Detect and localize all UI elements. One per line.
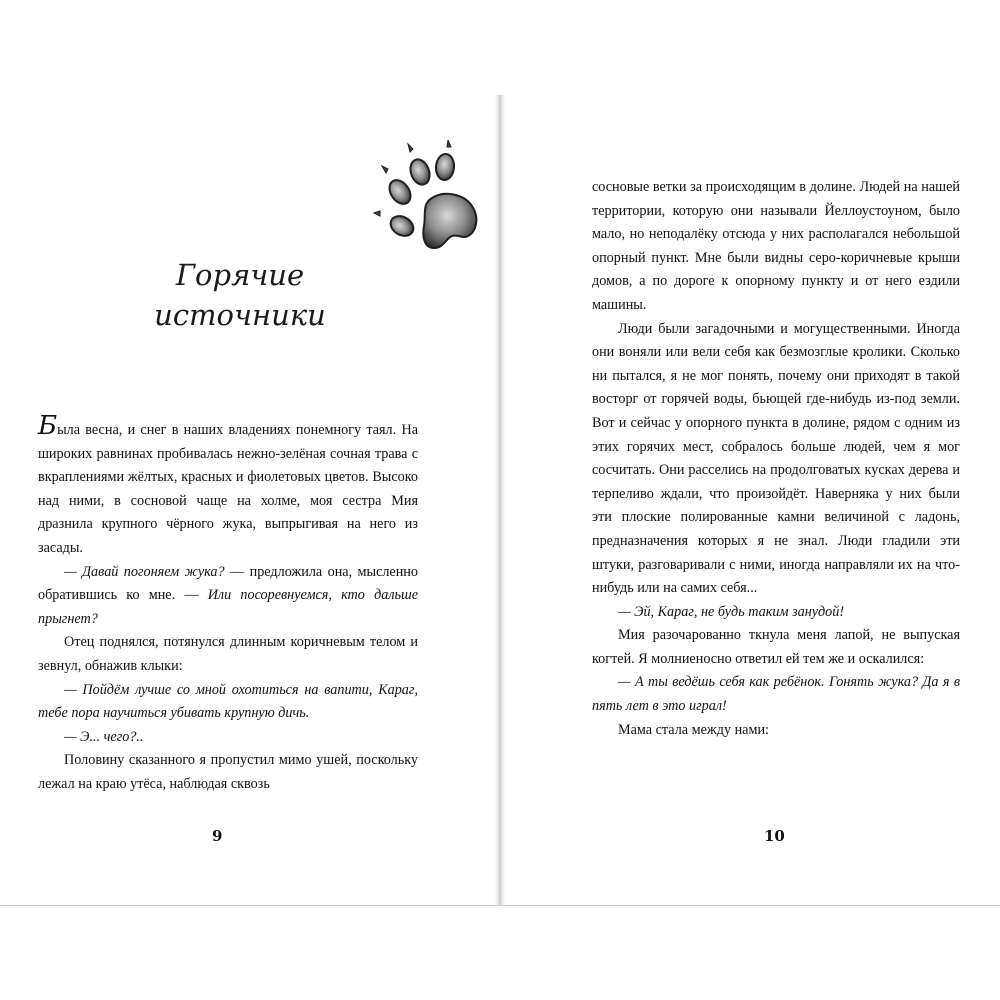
paragraph-text: Отец поднялся, потянулся длинным коричневым телом и зевнул, обнажив клыки:: [38, 634, 418, 674]
paragraph: [38, 679, 418, 726]
drop-cap: Б: [38, 411, 58, 441]
dialogue-text: — Э... чего?..: [64, 728, 144, 745]
page-bottom-edge: [0, 905, 1000, 906]
paragraph-text: Половину сказанного я пропустил мимо ушей, поскольку лежал на краю утёса, наблюдая сквозь: [38, 752, 418, 792]
paragraph: [592, 601, 960, 625]
paragraph: [38, 561, 418, 632]
paragraph-text: сосновые ветки за происходящим в долине. Людей на нашей территории, которую они называли Йеллоустоуном, было мало, но неподалёку отсюда у них располагался небольшой опорный пункт. Мне были видны серо-коричневые крыши домов, а по дороге к опорному пункту и от него ездили машины.: [592, 179, 960, 313]
paragraph: [38, 749, 418, 796]
paragraph: [592, 318, 960, 601]
page-number-left: 9: [212, 827, 223, 845]
paw-print-icon: [372, 140, 492, 260]
dialogue-text: — Эй, Караг, не будь таким занудой!: [618, 603, 845, 620]
chapter-title-line-1: Горячие: [175, 258, 305, 292]
paragraph: [38, 631, 418, 678]
paragraph-text: — предложила она, мысленно обратившись ко мне. —: [38, 563, 418, 604]
dialogue-text: — Пойдём лучше со мной охотиться на вапити, Караг, тебе пора научиться убивать крупную дичь.: [38, 681, 418, 722]
paragraph-text: ыла весна, и снег в наших владениях понемногу таял. На широких равнинах пробивалась нежно-зелёная сочная трава с вкраплениями жёлтых, красных и фиолетовых цветов. Высоко над ними, в сосновой чаще на холме, моя сестра Мия дразнила крупного чёрного жука, выпрыгивая на него из засады.: [38, 422, 418, 556]
left-page-text: [38, 411, 418, 797]
paragraph: [38, 411, 418, 561]
paragraph: [38, 726, 418, 750]
paragraph: [592, 624, 960, 671]
dialogue-text: Или посоревнуемся, кто дальше прыгнет?: [38, 587, 418, 627]
paragraph-text: Мия разочарованно ткнула меня лапой, не выпуская когтей. Я молниеносно ответил ей тем же и оскалился:: [592, 627, 960, 667]
paragraph: [592, 671, 960, 718]
paragraph-text: Мама стала между нами:: [618, 721, 769, 738]
paragraph: [592, 176, 960, 318]
book-gutter: [495, 95, 505, 905]
paragraph: [592, 719, 960, 743]
dialogue-text: — Давай погоняем жука?: [64, 563, 225, 580]
page-number-right: 10: [764, 827, 785, 845]
paragraph-text: Люди были загадочными и могущественными. Иногда они воняли или вели себя как безмозглые кролики. Сколько ни пытался, я не мог понять, почему они приходят в такой восторг от горячей воды, бьющей где-нибудь из-под земли. Вот и сейчас у опорного пункта в долине, рядом с одним из этих горячих мест, собралось больше людей, чем я мог сосчитать. Они расселись на продолговатых кусках дерева и терпеливо ждали, что произойдёт. Наверняка у них были эти плоские полированные камни величиной с ладонь, предназначения которых я не знал. Люди гладили эти штуки, разговаривали с ними, иногда направляли их на что-нибудь или на самих себя...: [592, 320, 960, 597]
dialogue-text: — А ты ведёшь себя как ребёнок. Гонять жука? Да я в пять лет в это играл!: [592, 674, 960, 715]
right-page-text: [592, 176, 960, 742]
chapter-title-line-2: источники: [154, 298, 326, 332]
chapter-title: [120, 255, 360, 335]
